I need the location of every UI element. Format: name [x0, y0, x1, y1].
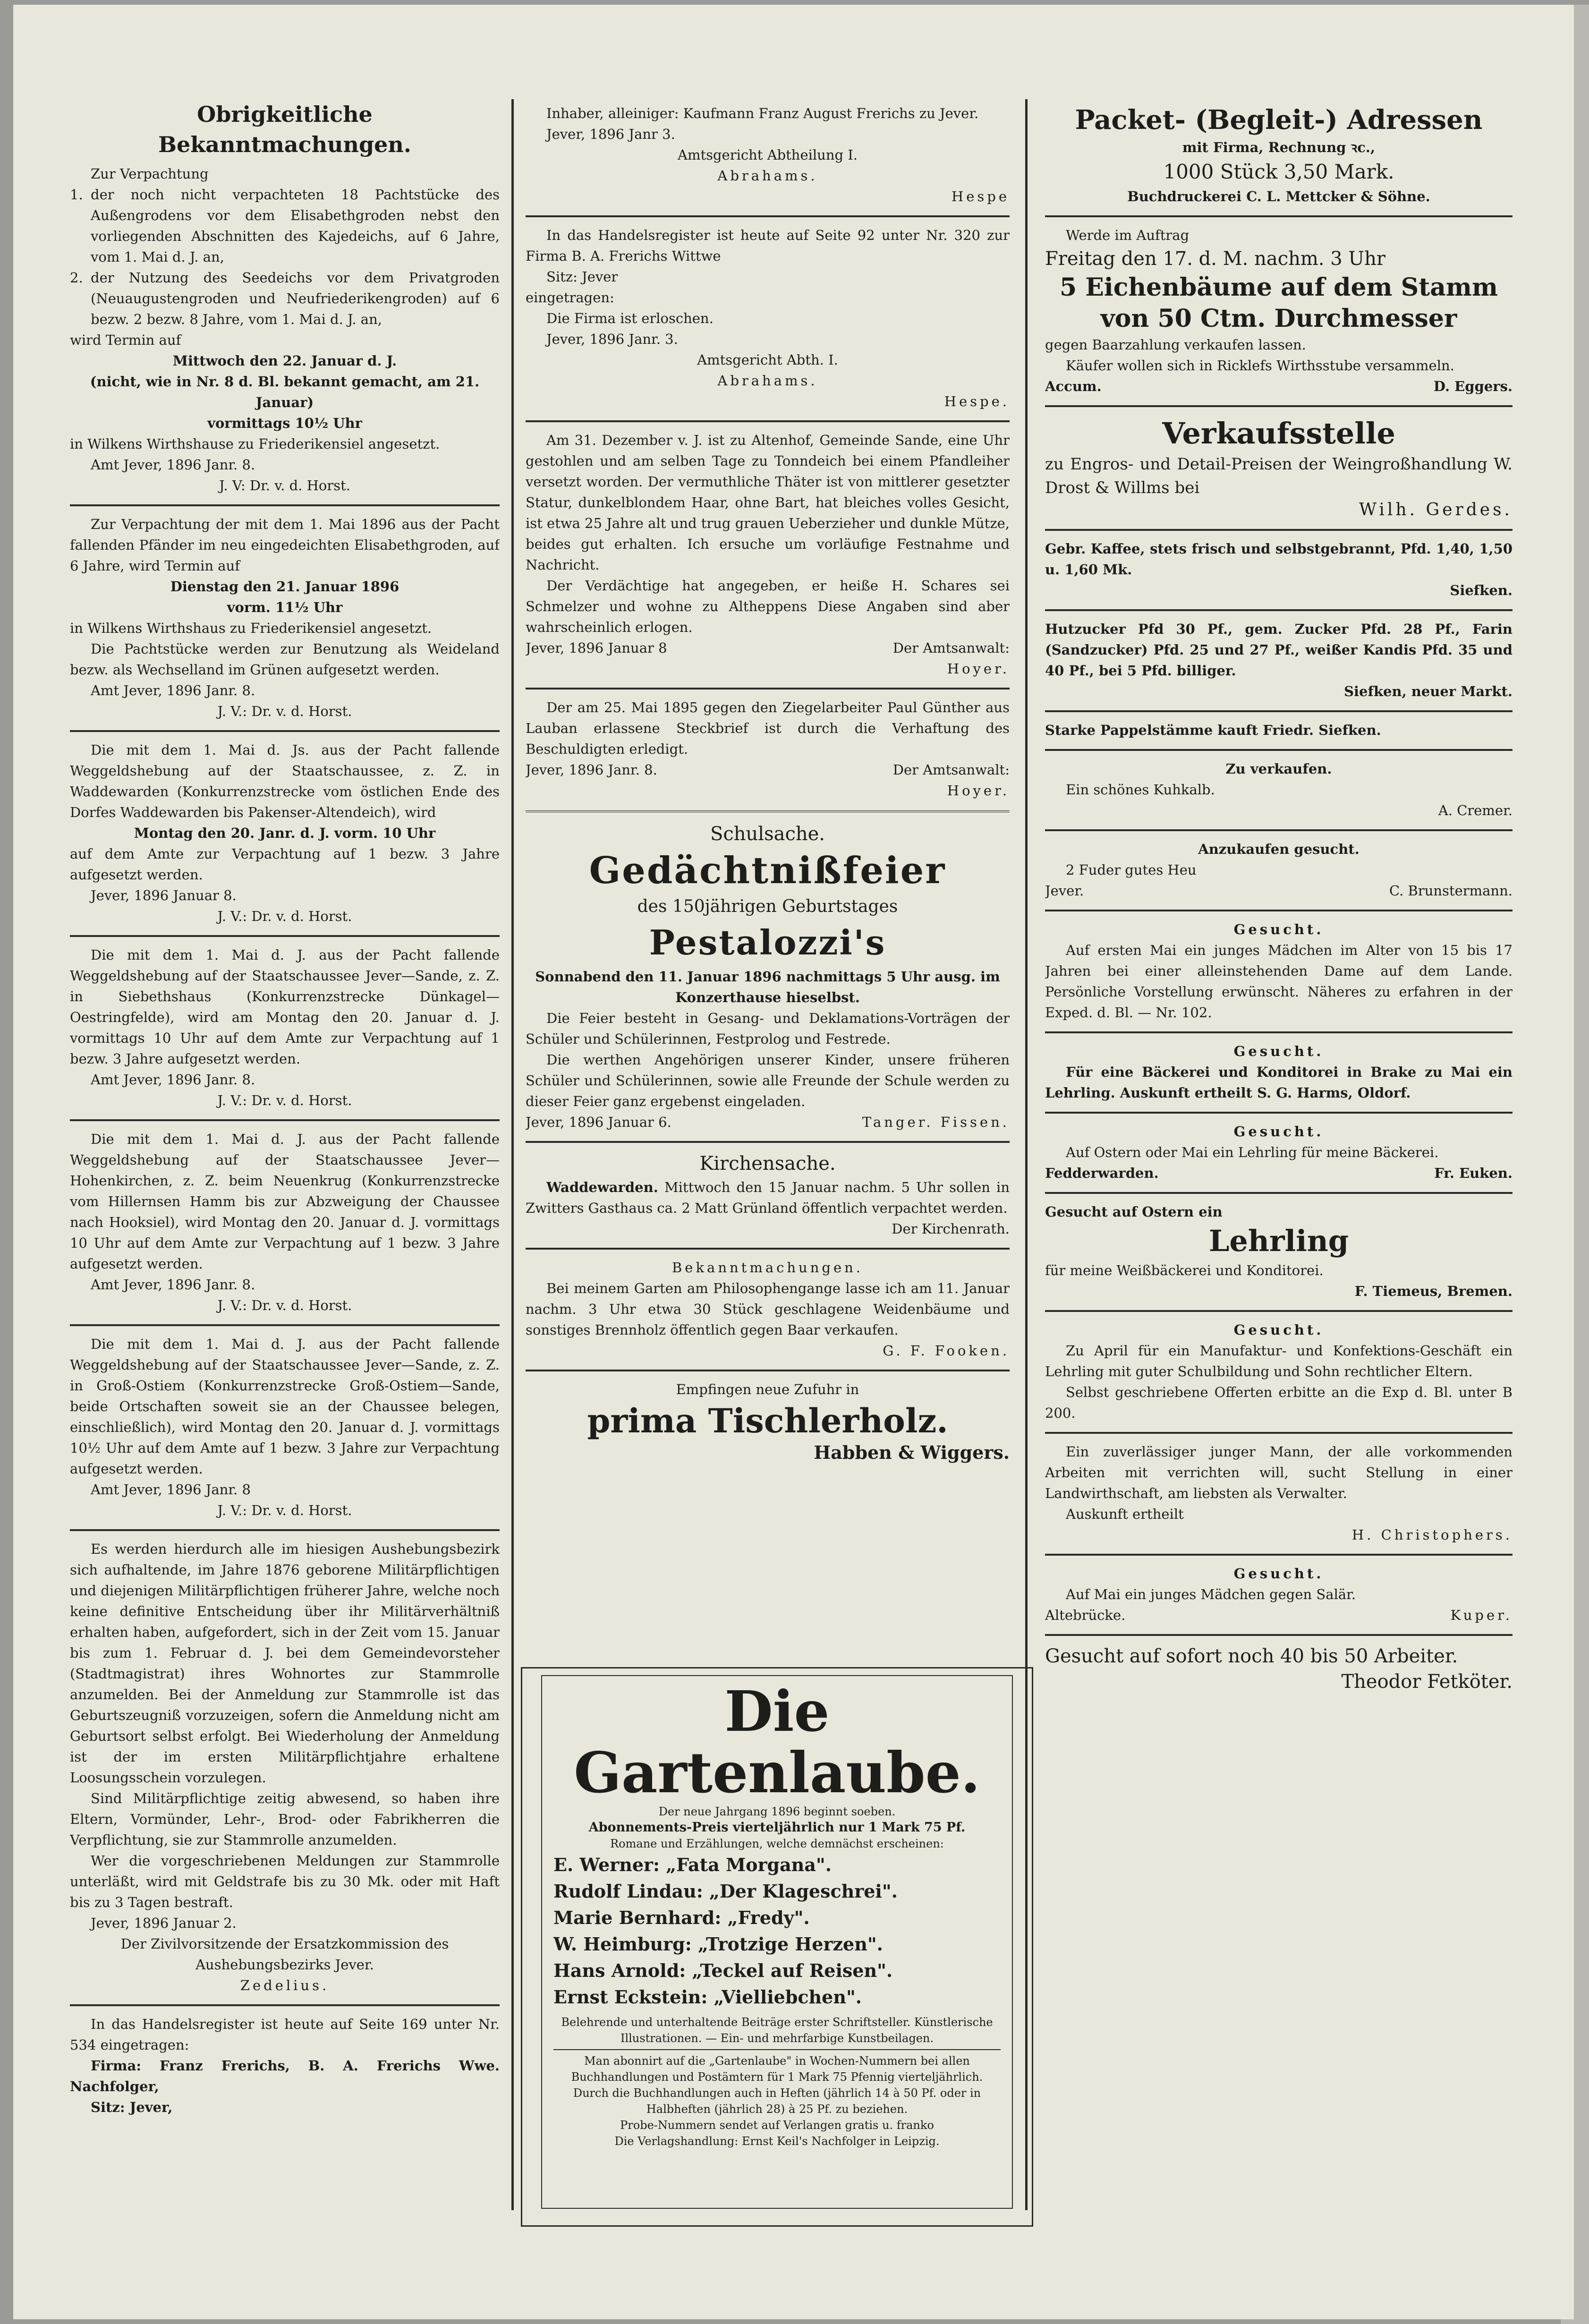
ad-price: 1000 Stück 3,50 Mark.: [1163, 160, 1394, 183]
notice-6: [70, 1330, 500, 1525]
ad-text: Hutzucker Pfd 30 Pf., gem. Zucker Pfd. 28 Pf., Farin (Sandzucker) Pfd. 25 und 27 Pf., weißer Kandis Pfd. 35 und 40 Pf., bei 5 Pfd. billiger.: [1045, 621, 1513, 679]
ad-text: Selbst geschriebene Offerten erbitte an die Exp d. Bl. unter B 200.: [1045, 1384, 1513, 1421]
notice-theft: [526, 426, 1010, 684]
ad-publisher: Die Verlagshandlung: Ernst Keil's Nachfolger in Leipzig.: [614, 2135, 940, 2148]
notice-text: In das Handelsregister ist heute auf Seite 92 unter Nr. 320 zur Firma B. A. Frerichs Wittwe: [526, 227, 1010, 264]
ad-date: Sonnabend den 11. Januar 1896 nachmittags 5 Uhr ausg. im Konzerthause hieselbst.: [535, 969, 1000, 1005]
notice-text: Es werden hierdurch alle im hiesigen Aushebungsbezirk sich aufhaltende, im Jahre 1876 geborene Militärpflichtigen und diejenigen Militärpflichtigen früherer Jahre, welche noch keine definitive Entscheidung über ihr Militärverhältniß erhalten haben, aufgefordert, sich in der Zeit vom 15. Januar bis zum 1. Februar d. J. bei dem Gemeindevorsteher (Stadtmagistrat) ihres Wohnortes zur Stammrolle anzumelden. Bei der Anmeldung zur Stammrolle ist das Geburtszeugniß vorzuzeigen, sofern die Anmeldung nicht am Geburtsort selbst erfolgt. Bei Wiederholung der Anmeldung ist der im ersten Militärpflichtjahre erhaltene Loosungsschein vorzulegen.: [70, 1541, 500, 1786]
ad-sugar: [1045, 615, 1513, 707]
notice-court: Amtsgericht Abtheilung I.: [678, 147, 858, 163]
ad-note: Durch die Buchhandlungen auch in Heften (jährlich 14 à 50 Pf. oder in Halbheften (jährlich 28) à 25 Pf. zu beziehen.: [573, 2086, 981, 2116]
ad-verwalter: [1045, 1438, 1513, 1550]
notice-register-2: [526, 221, 1010, 417]
divider: [526, 810, 1010, 812]
divider: [1045, 910, 1513, 911]
notice-church: [526, 1147, 1010, 1244]
ad-price: Abonnements-Preis vierteljährlich nur 1 Mark 75 Pf.: [588, 1820, 966, 1835]
ad-title: Gedächtnißfeier: [589, 849, 946, 892]
notice-footer: Jever, 1896 Januar 8 Der Amtsanwalt:: [526, 640, 1010, 656]
ad-note: Probe-Nummern sendet auf Verlangen gratis u. franko: [620, 2119, 934, 2132]
ad-name: Pestalozzi's: [649, 922, 886, 962]
ad-title: Packet- (Begleit-) Adressen: [1075, 104, 1483, 136]
ad-text: Für eine Bäckerei und Konditorei in Brake zu Mai ein Lehrling. Auskunft ertheilt S. G. Harms, Oldorf.: [1045, 1064, 1513, 1101]
ad-title: Anzukaufen gesucht.: [1198, 841, 1360, 857]
ad-addresses: [1045, 99, 1513, 212]
divider: [1045, 1310, 1513, 1312]
ad-text: Zu April für ein Manufaktur- und Konfektions-Geschäft ein Lehrling mit guter Schulbildung und Sohn rechtlicher Eltern.: [1045, 1343, 1513, 1379]
notice-2: [70, 510, 500, 726]
notice-text: Sitz: Jever: [546, 269, 618, 285]
ad-footer: Altebrücke. Kuper.: [1045, 1607, 1513, 1623]
notice-signature: J. V.: Dr. v. d. Horst.: [217, 908, 352, 924]
ad-work-item: Hans Arnold: „Teckel auf Reisen".: [553, 1960, 893, 1981]
ad-text: Auf Mai ein junges Mädchen gegen Salär.: [1066, 1586, 1356, 1602]
divider: [1045, 405, 1513, 407]
ad-title: Gesucht.: [1233, 921, 1324, 937]
divider: [1045, 749, 1513, 751]
ad-title: Zu verkaufen.: [1225, 761, 1332, 777]
section-kicker: Schulsache.: [710, 823, 825, 845]
notice-time: vormittags 10½ Uhr: [207, 415, 362, 431]
divider: [1045, 829, 1513, 831]
ad-title: Verkaufsstelle: [1162, 416, 1395, 451]
notice-date: Mittwoch den 22. Januar d. J.: [172, 353, 397, 369]
notice-text: Die mit dem 1. Mai d. J. aus der Pacht fallende Weggeldshebung auf der Staatschaussee Jever—Sande, z. Z. in Siebethshaus (Konkurrenzstrecke Dünkagel—Oestringfelde), wird am Montag den 20. Januar d. J. vormittags 10 Uhr auf dem Amte zur Verpachtung auf 1 bezw. 3 Jahre aufgesetzt werden.: [70, 947, 500, 1067]
notice-office: Amt Jever, 1896 Janr. 8: [91, 1481, 251, 1498]
divider: [70, 730, 500, 732]
divider: [70, 1324, 500, 1326]
ad-work-item: W. Heimburg: „Trotzige Herzen".: [553, 1933, 883, 1955]
ad-signature: A. Cremer.: [1438, 802, 1513, 818]
ad-text: mit Firma, Rechnung ꝛc.,: [1182, 139, 1376, 155]
notice-text: Zur Verpachtung der mit dem 1. Mai 1896 aus der Pacht fallenden Pfänder im neu eingedeichten Elisabethgroden, auf 6 Jahre, wird Termin auf: [70, 516, 500, 574]
ad-signature: Buchdruckerei C. L. Mettcker & Söhne.: [1127, 188, 1430, 204]
notice-signature: Der Zivilvorsitzende der Ersatzkommission des Aushebungsbezirks Jever.: [120, 1936, 449, 1973]
notice-signature: Der Kirchenrath.: [892, 1221, 1010, 1237]
notice-text: Die mit dem 1. Mai d. J. aus der Pacht fallende Weggeldshebung auf der Staatschaussee Jever—Hohenkirchen, z. Z. beim Neuenkrug (Konkurrenzstrecke vom Hillernsen Hamm bis zur Abzweigung der Chaussee nach Hooksiel), wird Montag den 20. Januar d. J. vormittags 10 Uhr auf dem Amte zur Verpachtung auf 1 bezw. 3 Jahre aufgesetzt werden.: [70, 1131, 500, 1272]
notice-text: In das Handelsregister ist heute auf Seite 169 unter Nr. 534 eingetragen:: [70, 2016, 500, 2053]
newspaper-page: [13, 5, 1574, 2319]
ad-work-item: Rudolf Lindau: „Der Klageschrei".: [553, 1881, 898, 1902]
ad-date: Freitag den 17. d. M. nachm. 3 Uhr: [1045, 248, 1385, 270]
notice-signature: J. V.: Dr. v. d. Horst.: [217, 1092, 352, 1108]
ad-signature: Wilh. Gerdes.: [1359, 500, 1513, 519]
notice-office: Amt Jever, 1896 Janr. 8.: [91, 1072, 255, 1088]
ad-footer: Jever, 1896 Januar 6. Tanger. Fissen.: [526, 1114, 1010, 1130]
notice-office: Amt Jever, 1896 Janr. 8.: [91, 1277, 255, 1293]
ad-text: Belehrende und unterhaltende Beiträge erster Schriftsteller. Künstlerische Illustrationen. — Ein- und mehrfarbige Kunstbeilagen.: [561, 2016, 993, 2045]
ad-signature: Siefken, neuer Markt.: [1344, 683, 1513, 699]
ad-footer: Fedderwarden. Fr. Euken.: [1045, 1165, 1513, 1181]
ad-wanted-girl: [1045, 915, 1513, 1028]
notice-signature: J. V.: Dr. v. d. Horst.: [217, 1502, 352, 1518]
ad-title: 5 Eichenbäume auf dem Stamm von 50 Ctm. Durchmesser: [1060, 273, 1498, 333]
ad-title: Die Gartenlaube.: [574, 1678, 980, 1805]
divider: [526, 1141, 1010, 1143]
divider: [1045, 710, 1513, 712]
ad-text: Gesucht auf sofort noch 40 bis 50 Arbeiter.: [1045, 1645, 1458, 1667]
notice-time: vorm. 11½ Uhr: [227, 599, 343, 615]
notice-office: Jever, 1896 Januar 2.: [91, 1915, 237, 1931]
ad-poplar: [1045, 716, 1513, 745]
notice-date: Dienstag den 21. Januar 1896: [170, 579, 399, 595]
ad-text: 2 Fuder gutes Heu: [1066, 862, 1197, 878]
ad-wanted-bakery: [1045, 1037, 1513, 1108]
ad-gartenlaube: [521, 1667, 1033, 2227]
divider: [70, 935, 500, 937]
list-item: 1. der noch nicht verpachteten 18 Pachtstücke des Außengrodens vor dem Elisabethgroden nebst den vorliegenden Abschnitten des Kajedeichs, auf 6 Jahre, vom 1. Mai d. J. an,: [70, 187, 500, 265]
ad-work-item: E. Werner: „Fata Morgana".: [553, 1854, 832, 1875]
column-rule: [511, 99, 514, 2210]
notice-signature: Abrahams.: [717, 373, 818, 389]
ad-text: Ein schönes Kuhkalb.: [1066, 782, 1215, 798]
divider: [1045, 1031, 1513, 1033]
ad-text: Gebr. Kaffee, stets frisch und selbstgebrannt, Pfd. 1,40, 1,50 u. 1,60 Mk.: [1045, 541, 1513, 578]
notice-signature: Abrahams.: [717, 168, 818, 184]
notice-text: in Wilkens Wirthshaus zu Friederikensiel angesetzt.: [70, 620, 432, 636]
notice-7: [70, 1535, 500, 2001]
divider: [526, 420, 1010, 422]
notice-text: Der Verdächtige hat angegeben, er heiße H. Schares sei Schmelzer und wohne zu Altheppens Diese Angaben sind aber wahrscheinlich erlogen.: [526, 578, 1010, 635]
notice-footer: Jever, 1896 Janr. 8. Der Amtsanwalt:: [526, 762, 1010, 778]
divider: [1045, 215, 1513, 217]
divider: [526, 215, 1010, 217]
ad-title: Gesucht.: [1233, 1043, 1324, 1059]
notice-firm: Firma: Franz Frerichs, B. A. Frerichs Wwe. Nachfolger,: [70, 2058, 500, 2094]
notice-signature: Hoyer.: [947, 661, 1010, 677]
column-official-notices: [70, 99, 500, 2122]
notice-signature: J. V: Dr. v. d. Horst.: [219, 477, 350, 494]
notice-text: Inhaber, alleiniger: Kaufmann Franz August Frerichs zu Jever.: [546, 105, 979, 121]
notice-5: [70, 1125, 500, 1320]
section-kicker: Bekanntmachungen.: [671, 1260, 864, 1276]
ad-text: Die Feier besteht in Gesang- und Deklamations-Vorträgen der Schüler und Schülerinnen, Festprolog und Festrede.: [526, 1010, 1010, 1047]
ad-subtitle: des 150jährigen Geburtstages: [637, 897, 898, 916]
ad-signature: F. Tiemeus, Bremen.: [1354, 1283, 1513, 1299]
divider: [1045, 1634, 1513, 1636]
notice-warrant: [526, 693, 1010, 806]
column-middle: [526, 99, 1010, 1658]
ad-manufaktur: [1045, 1316, 1513, 1428]
notice-text: Die mit dem 1. Mai d. Js. aus der Pacht fallende Weggeldshebung auf der Staatschaussee, z. Z. in Waddewarden (Konkurrenzstrecke vom östlichen Ende des Dorfes Waddewarden bis Pakenser-Altendeich), wird: [70, 742, 500, 820]
notice-register-1: [526, 99, 1010, 212]
notice-office: Jever, 1896 Januar 8.: [91, 887, 237, 903]
ad-wanted-salaer: [1045, 1559, 1513, 1630]
ad-title: Gesucht.: [1233, 1566, 1324, 1582]
ad-kicker: Gesucht auf Ostern ein: [1045, 1204, 1223, 1220]
divider: [70, 1529, 500, 1531]
notice-text: Wer die vorgeschriebenen Meldungen zur Stammrolle unterläßt, wird mit Geldstrafe bis zu 30 Mk. oder mit Haft bis zu 3 Tagen bestraft.: [70, 1853, 500, 1910]
notice-signature: Hespe.: [944, 393, 1010, 409]
notice-signature: Hespe: [951, 188, 1010, 204]
ad-oak-trees: [1045, 221, 1513, 401]
notice-signature: G. F. Fooken.: [883, 1343, 1010, 1359]
notice-office: Jever, 1896 Janr. 3.: [546, 331, 678, 347]
ad-text: Auf Ostern oder Mai ein Lehrling für meine Bäckerei.: [1066, 1144, 1439, 1160]
divider: [70, 504, 500, 506]
notice-text: wird Termin auf: [70, 332, 181, 348]
ad-sale-calf: [1045, 755, 1513, 826]
notice-text: Die mit dem 1. Mai d. J. aus der Pacht fallende Weggeldshebung auf der Staatschaussee Jever—Sande, z. Z. in Groß-Ostiem (Konkurrenzstrecke Groß-Ostiem—Sande, beide Ortschaften soweit sie an der Chaussee belegen, einschließlich), wird Montag den 20. Januar d. J. vormittags 10½ Uhr auf dem Amte auf 1 bezw. 3 Jahre zur Verpachtung aufgesetzt werden.: [70, 1336, 500, 1477]
ad-title: Gesucht.: [1233, 1322, 1324, 1338]
notice-8: [70, 2010, 500, 2122]
ad-text: Die werthen Angehörigen unserer Kinder, unsere früheren Schüler und Schülerinnen, sowie alle Freunde der Schule werden zu dieser Feier ganz ergebenst eingeladen.: [526, 1052, 1010, 1109]
section-title: Obrigkeitliche Bekanntmachungen.: [158, 102, 411, 157]
ad-inner-frame: [541, 1675, 1013, 2209]
notice-1: [70, 160, 500, 501]
notice-text: Am 31. Dezember v. J. ist zu Altenhof, Gemeinde Sande, eine Uhr gestohlen und am selben Tage zu Tonndeich bei einem Pfandleiher versetzt worden. Der vermuthliche Thäter ist von mittlerer gesetzter Statur, dunkelblondem Haar, ohne Bart, hat bleiches volles Gesicht, ist etwa 25 Jahre alt und trug grauen Ueberzieher und dunkle Mütze, beides gut erhalten. Ich ersuche um vorläufige Festnahme und Nachricht.: [526, 432, 1010, 573]
notice-text: eingetragen:: [526, 289, 614, 306]
ad-text: Werde im Auftrag: [1066, 227, 1190, 243]
divider: [526, 1370, 1010, 1371]
ad-buy-hay: [1045, 835, 1513, 906]
ad-signature: Theodor Fetköter.: [1341, 1671, 1513, 1693]
place-name: Waddewarden.: [546, 1179, 658, 1195]
ad-text: Auskunft ertheilt: [1066, 1506, 1184, 1522]
notice-3: [70, 736, 500, 931]
divider: [1045, 1554, 1513, 1556]
ad-signature: H. Christophers.: [1351, 1527, 1513, 1543]
ad-text: Käufer wollen sich in Ricklefs Wirthsstube versammeln.: [1066, 358, 1454, 374]
notice-fooken: [526, 1253, 1010, 1366]
notice-signature: Hoyer.: [947, 783, 1010, 799]
divider: [526, 688, 1010, 690]
ad-kicker: Empfingen neue Zufuhr in: [676, 1381, 859, 1397]
ad-lehrling: [1045, 1198, 1513, 1306]
ad-wine: [1045, 411, 1513, 525]
column-advertisements: [1045, 99, 1513, 1699]
notice-signature: J. V.: Dr. v. d. Horst.: [217, 703, 352, 719]
ad-note: Man abonnirt auf die „Gartenlaube" in Wochen-Nummern bei allen Buchhandlungen und Postämtern für 1 Mark 75 Pfennig vierteljährlich.: [571, 2054, 983, 2084]
list-item: 2. der Nutzung des Seedeichs vor dem Privatgroden (Neuaugustengroden und Neufriederikengroden) auf 6 bezw. 2 bezw. 8 Jahre, vom 1. Mai d. J. an,: [70, 270, 500, 327]
ad-text: Der neue Jahrgang 1896 beginnt soeben.: [658, 1805, 896, 1818]
notice-seat: Sitz: Jever,: [91, 2099, 173, 2115]
ad-arbeiter: [1045, 1640, 1513, 1699]
notice-signature: Zedelius.: [240, 1977, 330, 1993]
divider: [1045, 529, 1513, 531]
ad-wanted-apprentice: [1045, 1117, 1513, 1188]
notice-office: Amt Jever, 1896 Janr. 8.: [91, 457, 255, 473]
notice-signature: J. V.: Dr. v. d. Horst.: [217, 1297, 352, 1313]
ad-footer: Accum. D. Eggers.: [1045, 378, 1513, 394]
divider: [1045, 609, 1513, 611]
notice-office: Jever, 1896 Janr 3.: [546, 126, 675, 142]
notice-4: [70, 941, 500, 1115]
ad-footer: Jever. C. Brunstermann.: [1045, 883, 1513, 899]
ad-title: prima Tischlerholz.: [587, 1401, 948, 1440]
ad-work-item: Ernst Eckstein: „Vielliebchen".: [553, 1986, 862, 2008]
notice-text: Bei meinem Garten am Philosophengange lasse ich am 11. Januar nachm. 3 Uhr etwa 30 Stück geschlagene Weidenbäume und sonstiges Brennholz öffentlich gegen Baar verkaufen.: [526, 1280, 1010, 1338]
ad-text: Auf ersten Mai ein junges Mädchen im Alter von 15 bis 17 Jahren bei einer alleinstehenden Dame auf dem Lande. Persönliche Vorstellung erwünscht. Näheres zu erfahren in der Exped. d. Bl. — Nr. 102.: [1045, 942, 1513, 1021]
section-kicker: Kirchensache.: [699, 1153, 836, 1175]
notice-date: Montag den 20. Janr. d. J. vorm. 10 Uhr: [134, 825, 436, 841]
notice-text: (nicht, wie in Nr. 8 d. Bl. bekannt gemacht, am 21. Januar): [90, 374, 480, 410]
notice-text: Sind Militärpflichtige zeitig abwesend, so haben ihre Eltern, Vormünder, Lehr-, Brod- oder Fabrikherren die Verpflichtung, sie zur Stammrolle anzumelden.: [70, 1790, 500, 1848]
ad-text: Romane und Erzählungen, welche demnächst erscheinen:: [610, 1837, 944, 1850]
divider: [1045, 1432, 1513, 1434]
ad-title: Lehrling: [1208, 1224, 1349, 1258]
ad-title: Gesucht.: [1233, 1124, 1324, 1140]
ad-text: Ein zuverlässiger junger Mann, der alle vorkommenden Arbeiten mit verrichten will, sucht Stellung in einer Landwirthschaft, am liebsten als Verwalter.: [1045, 1444, 1513, 1501]
notice-text: in Wilkens Wirthshause zu Friederikensiel angesetzt.: [70, 436, 440, 452]
ad-coffee: [1045, 535, 1513, 605]
ad-tischlerholz: [526, 1375, 1010, 1468]
divider: [1045, 1192, 1513, 1194]
notice-text: Zur Verpachtung: [91, 166, 209, 182]
divider: [526, 1248, 1010, 1250]
ad-text: gegen Baarzahlung verkaufen lassen.: [1045, 337, 1306, 353]
notice-office: Amt Jever, 1896 Janr. 8.: [91, 682, 255, 698]
notice-text: auf dem Amte zur Verpachtung auf 1 bezw. 3 Jahre aufgesetzt werden.: [70, 846, 500, 883]
ad-text: Starke Pappelstämme kauft Friedr. Siefken.: [1045, 722, 1381, 738]
notice-text: Die Firma ist erloschen.: [546, 310, 714, 326]
notice-court: Amtsgericht Abth. I.: [697, 352, 838, 368]
ad-signature: Habben & Wiggers.: [814, 1442, 1010, 1463]
divider: [553, 2049, 1001, 2050]
ad-text: für meine Weißbäckerei und Konditorei.: [1045, 1262, 1324, 1278]
notice-text: Mittwoch den 15 Januar nachm. 5 Uhr sollen in Zwitters Gasthaus ca. 2 Matt Grünland öffentlich verpachtet werden.: [526, 1179, 1010, 1216]
divider: [70, 1119, 500, 1121]
divider: [70, 2004, 500, 2006]
ad-signature: Siefken.: [1450, 582, 1513, 598]
ad-work-item: Marie Bernhard: „Fredy".: [553, 1907, 810, 1928]
divider: [1045, 1112, 1513, 1114]
ad-pestalozzi: [526, 817, 1010, 1137]
notice-text: Die Pachtstücke werden zur Benutzung als Weideland bezw. als Wechselland im Grünen aufgesetzt werden.: [70, 641, 500, 678]
ad-text: zu Engros- und Detail-Preisen der Weingroßhandlung W. Drost & Willms bei: [1045, 455, 1513, 497]
notice-text: Der am 25. Mai 1895 gegen den Ziegelarbeiter Paul Günther aus Lauban erlassene Steckbrief ist durch die Verhaftung des Beschuldigten erledigt.: [526, 699, 1010, 757]
